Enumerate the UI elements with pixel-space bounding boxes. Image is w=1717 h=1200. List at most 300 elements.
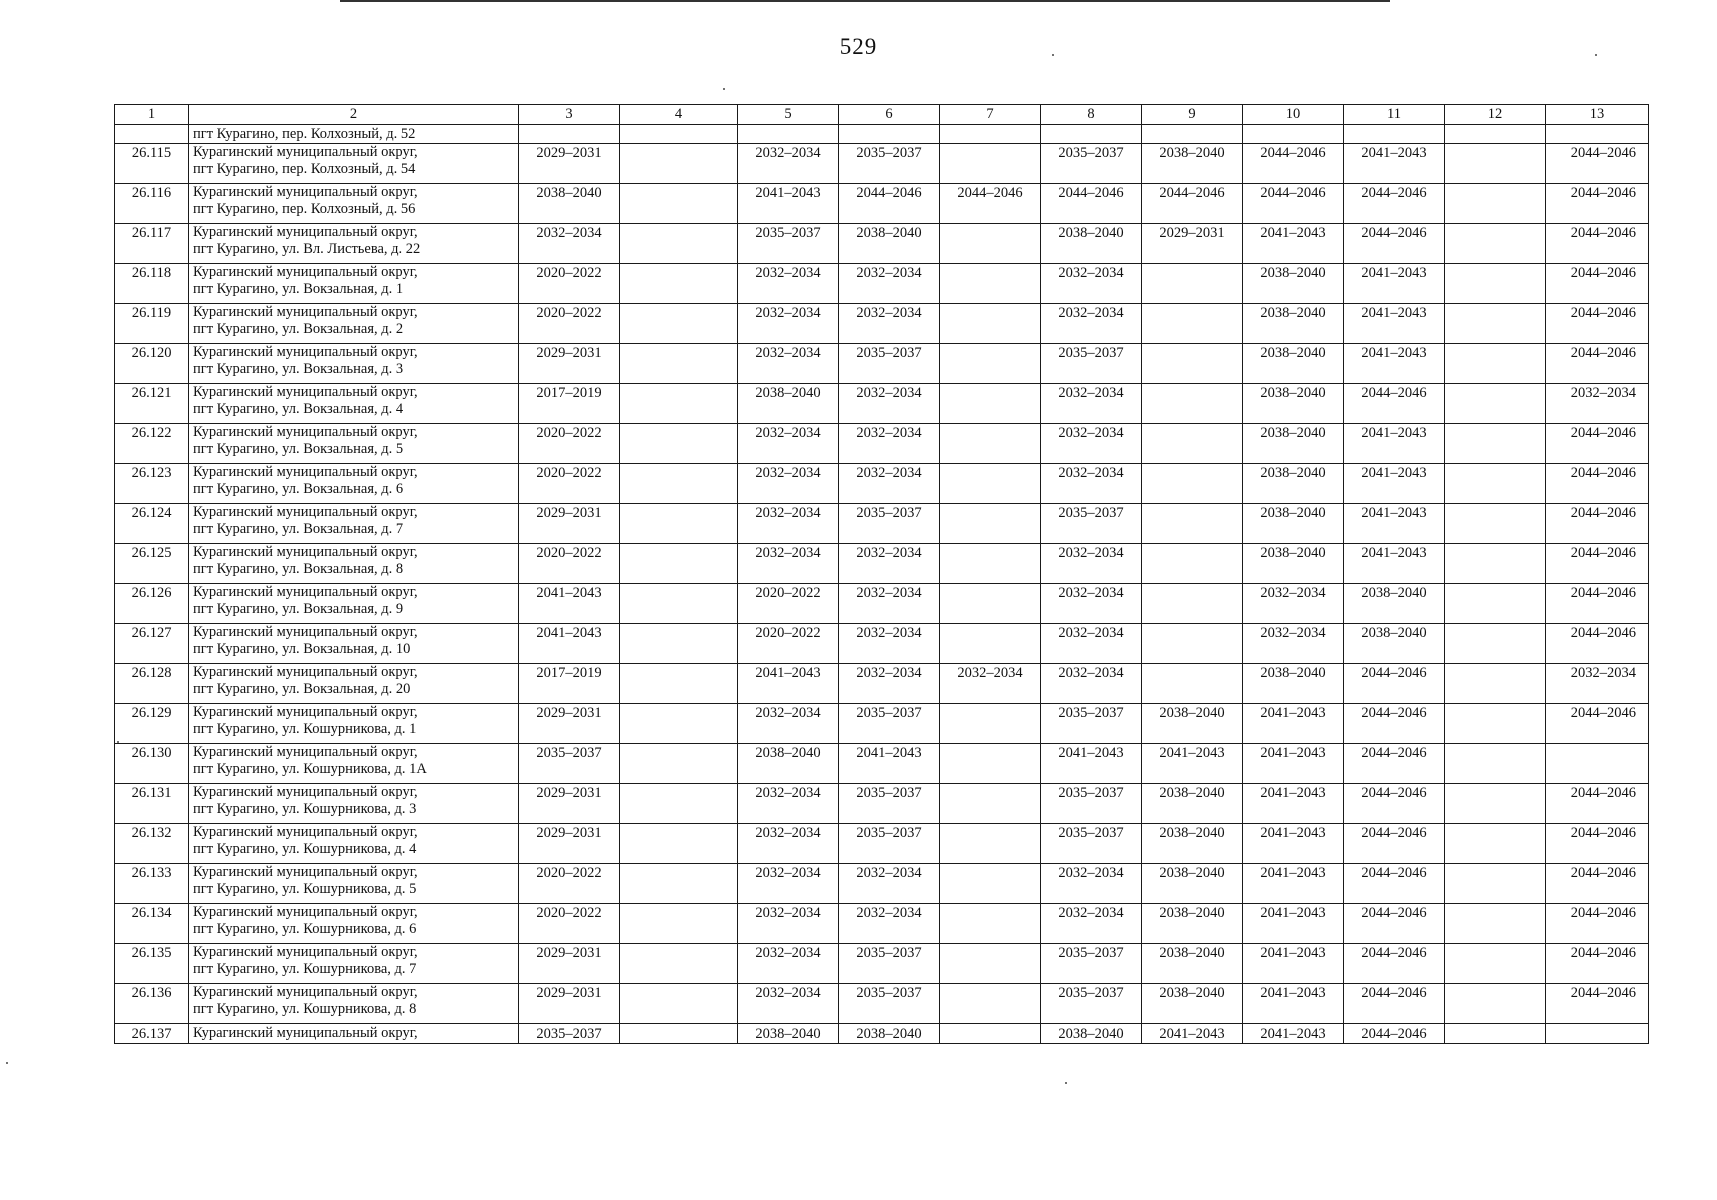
cell-c8: 2035–2037 — [1041, 504, 1142, 544]
cell-address — [189, 824, 519, 864]
cell-c9: 2038–2040 — [1142, 864, 1243, 904]
cell-c6: 2032–2034 — [839, 864, 940, 904]
cell-c4 — [620, 1024, 738, 1044]
table-row — [115, 544, 1649, 584]
cell-c6: 2032–2034 — [839, 544, 940, 584]
cell-c9 — [1142, 544, 1243, 584]
cell-c5: 2032–2034 — [738, 984, 839, 1024]
column-header-11: 11 — [1344, 105, 1445, 125]
top-rule — [340, 0, 1390, 2]
cell-c10: 2041–2043 — [1243, 944, 1344, 984]
cell-id: 26.118 — [115, 264, 189, 304]
cell-id: 26.127 — [115, 624, 189, 664]
cell-c10: 2032–2034 — [1243, 584, 1344, 624]
cell-address — [189, 464, 519, 504]
cell-c13: 2044–2046 — [1546, 984, 1649, 1024]
cell-c6: 2032–2034 — [839, 664, 940, 704]
cell-c9 — [1142, 624, 1243, 664]
scan-speck — [6, 1062, 8, 1064]
cell-c10: 2044–2046 — [1243, 184, 1344, 224]
cell-c5: 2041–2043 — [738, 664, 839, 704]
cell-c11: 2044–2046 — [1344, 384, 1445, 424]
cell-c10: 2038–2040 — [1243, 304, 1344, 344]
cell-c5: 2032–2034 — [738, 824, 839, 864]
cell-c13: 2044–2046 — [1546, 784, 1649, 824]
address-line2: пгт Курагино, пер. Колхозный, д. 56 — [193, 201, 416, 217]
cell-c7 — [940, 704, 1041, 744]
cell-c13: 2044–2046 — [1546, 584, 1649, 624]
column-header-6: 6 — [839, 105, 940, 125]
column-header-10: 10 — [1243, 105, 1344, 125]
cell-c8: 2038–2040 — [1041, 224, 1142, 264]
cell-c4 — [620, 824, 738, 864]
cell-id: 26.128 — [115, 664, 189, 704]
cell-c9 — [1142, 304, 1243, 344]
cell-c7 — [940, 304, 1041, 344]
cell-c11: 2044–2046 — [1344, 904, 1445, 944]
cell-c8: 2032–2034 — [1041, 584, 1142, 624]
cell-address — [189, 744, 519, 784]
cell-c8: 2035–2037 — [1041, 824, 1142, 864]
column-header-7: 7 — [940, 105, 1041, 125]
cell-c13: 2044–2046 — [1546, 704, 1649, 744]
cell-address — [189, 384, 519, 424]
cell-c11: 2041–2043 — [1344, 344, 1445, 384]
address-line1: Курагинский муниципальный округ, — [193, 344, 418, 360]
cell-c12 — [1445, 744, 1546, 784]
cell-c7 — [940, 1024, 1041, 1044]
table-row — [115, 864, 1649, 904]
cell-c5: 2032–2034 — [738, 304, 839, 344]
cell-c4 — [620, 344, 738, 384]
cell-id: 26.117 — [115, 224, 189, 264]
address-line1: Курагинский муниципальный округ, — [193, 824, 418, 840]
cell-c7 — [940, 424, 1041, 464]
cell-c12 — [1445, 704, 1546, 744]
address-line1: Курагинский муниципальный округ, — [193, 664, 418, 680]
cell-c8: 2032–2034 — [1041, 664, 1142, 704]
cell-c10: 2038–2040 — [1243, 344, 1344, 384]
cell-c7 — [940, 824, 1041, 864]
cell-c11: 2044–2046 — [1344, 744, 1445, 784]
column-header-5: 5 — [738, 105, 839, 125]
address-line2: пгт Курагино, ул. Вокзальная, д. 9 — [193, 601, 404, 617]
cell-c9: 2038–2040 — [1142, 944, 1243, 984]
column-header-8: 8 — [1041, 105, 1142, 125]
cell-c9: 2038–2040 — [1142, 784, 1243, 824]
cell-c6: 2035–2037 — [839, 984, 940, 1024]
cell-c9: 2038–2040 — [1142, 904, 1243, 944]
cell-c3: 2020–2022 — [519, 424, 620, 464]
address-line2: пгт Курагино, ул. Вокзальная, д. 20 — [193, 681, 411, 697]
address-line2: пгт Курагино, пер. Колхозный, д. 54 — [193, 161, 416, 177]
cell-c7 — [940, 744, 1041, 784]
cell-c3: 2029–2031 — [519, 784, 620, 824]
cell-c12 — [1445, 264, 1546, 304]
cell-c13: 2044–2046 — [1546, 344, 1649, 384]
cell-c12 — [1445, 384, 1546, 424]
cell-c10: 2038–2040 — [1243, 264, 1344, 304]
cell-c5: 2041–2043 — [738, 184, 839, 224]
cell-c6: 2032–2034 — [839, 904, 940, 944]
cell-c13 — [1546, 1024, 1649, 1044]
cell-c9: 2038–2040 — [1142, 984, 1243, 1024]
cell-address — [189, 544, 519, 584]
cell-c8: 2035–2037 — [1041, 704, 1142, 744]
cell-c10: 2038–2040 — [1243, 504, 1344, 544]
cell-c11: 2044–2046 — [1344, 224, 1445, 264]
cell-address — [189, 944, 519, 984]
cell-c8: 2035–2037 — [1041, 944, 1142, 984]
cell-c8: 2035–2037 — [1041, 344, 1142, 384]
cell-address — [189, 984, 519, 1024]
cell-c7: 2044–2046 — [940, 184, 1041, 224]
cell-c11: 2041–2043 — [1344, 264, 1445, 304]
cell-c11: 2044–2046 — [1344, 184, 1445, 224]
address-line2: пгт Курагино, ул. Вокзальная, д. 8 — [193, 561, 404, 577]
table-row — [115, 424, 1649, 464]
cell-c10: 2041–2043 — [1243, 824, 1344, 864]
cell-c13: 2044–2046 — [1546, 224, 1649, 264]
cell-c4 — [620, 784, 738, 824]
cell-c6: 2035–2037 — [839, 144, 940, 184]
cell-c6: 2035–2037 — [839, 824, 940, 864]
cell-c12 — [1445, 824, 1546, 864]
address-line1: Курагинский муниципальный округ, — [193, 744, 418, 760]
cell-c8: 2032–2034 — [1041, 544, 1142, 584]
cell-c4 — [620, 304, 738, 344]
cell-id: 26.123 — [115, 464, 189, 504]
cell-c13: 2044–2046 — [1546, 944, 1649, 984]
cell-address — [189, 184, 519, 224]
cell-c11: 2044–2046 — [1344, 784, 1445, 824]
cell-c13: 2044–2046 — [1546, 424, 1649, 464]
cell-c10: 2041–2043 — [1243, 1024, 1344, 1044]
cell-c5: 2032–2034 — [738, 944, 839, 984]
scan-speck — [1595, 54, 1597, 56]
cell-c3: 2035–2037 — [519, 744, 620, 784]
cell-id: 26.131 — [115, 784, 189, 824]
cell-c9: 2041–2043 — [1142, 1024, 1243, 1044]
cell-id: 26.132 — [115, 824, 189, 864]
cell-c3: 2041–2043 — [519, 624, 620, 664]
address-line1: Курагинский муниципальный округ, — [193, 304, 418, 320]
address-line1: Курагинский муниципальный округ, — [193, 504, 418, 520]
cell-c11: 2044–2046 — [1344, 1024, 1445, 1044]
cell-id: 26.137 — [115, 1024, 189, 1044]
cell-c13: 2044–2046 — [1546, 544, 1649, 584]
table-row-partial — [115, 1024, 1649, 1044]
cell-address — [189, 424, 519, 464]
table-row — [115, 184, 1649, 224]
cell-id: 26.130 — [115, 744, 189, 784]
cell-c9 — [1142, 584, 1243, 624]
address-line2: пгт Курагино, ул. Вокзальная, д. 6 — [193, 481, 404, 497]
cell-c12 — [1445, 344, 1546, 384]
address-line2: пгт Курагино, ул. Кошурникова, д. 8 — [193, 1001, 417, 1017]
address-line2: пгт Курагино, ул. Кошурникова, д. 4 — [193, 841, 417, 857]
cell-c11: 2038–2040 — [1344, 624, 1445, 664]
cell-c13: 2032–2034 — [1546, 384, 1649, 424]
cell-id: 26.125 — [115, 544, 189, 584]
cell-c6: 2035–2037 — [839, 944, 940, 984]
table-row — [115, 624, 1649, 664]
cell-c9 — [1142, 424, 1243, 464]
table-row — [115, 944, 1649, 984]
address-line2: пгт Курагино, ул. Вокзальная, д. 7 — [193, 521, 404, 537]
cell-c5: 2020–2022 — [738, 584, 839, 624]
cell-c12 — [1445, 184, 1546, 224]
cell-c5: 2038–2040 — [738, 384, 839, 424]
cell-address — [189, 704, 519, 744]
cell-c9: 2044–2046 — [1142, 184, 1243, 224]
cell-c13: 2044–2046 — [1546, 464, 1649, 504]
cell-c8: 2038–2040 — [1041, 1024, 1142, 1044]
cell-c12 — [1445, 304, 1546, 344]
address-line2: пгт Курагино, ул. Вокзальная, д. 10 — [193, 641, 411, 657]
cell-c7 — [940, 864, 1041, 904]
table-row — [115, 464, 1649, 504]
cell-c10: 2038–2040 — [1243, 464, 1344, 504]
cell-c13: 2044–2046 — [1546, 864, 1649, 904]
scan-speck — [723, 88, 725, 90]
cell-c6: 2035–2037 — [839, 784, 940, 824]
cell-c10: 2041–2043 — [1243, 864, 1344, 904]
address-line1: Курагинский муниципальный округ, — [193, 144, 418, 160]
cell-id: 26.135 — [115, 944, 189, 984]
cell-address — [189, 224, 519, 264]
address-line2: пгт Курагино, ул. Кошурникова, д. 1 — [193, 721, 417, 737]
cell-c12 — [1445, 664, 1546, 704]
cell-c11: 2041–2043 — [1344, 304, 1445, 344]
cell-c4 — [620, 904, 738, 944]
cell-c6: 2032–2034 — [839, 424, 940, 464]
table-row — [115, 584, 1649, 624]
schedule-table — [114, 104, 1649, 1044]
cell-c12 — [1445, 1024, 1546, 1044]
header-row — [115, 105, 1649, 125]
column-header-1: 1 — [115, 105, 189, 125]
cell-c8: 2032–2034 — [1041, 424, 1142, 464]
cell-c4 — [620, 984, 738, 1024]
cell-c10: 2038–2040 — [1243, 384, 1344, 424]
cell-c5: 2032–2034 — [738, 424, 839, 464]
table-row — [115, 264, 1649, 304]
cell-id: 26.124 — [115, 504, 189, 544]
cell-c12 — [1445, 584, 1546, 624]
cell-c12 — [1445, 864, 1546, 904]
cell-address — [189, 904, 519, 944]
cell-id: 26.119 — [115, 304, 189, 344]
table-row — [115, 784, 1649, 824]
cell-c5: 2032–2034 — [738, 704, 839, 744]
cell-c6: 2035–2037 — [839, 344, 940, 384]
cell-c3: 2029–2031 — [519, 984, 620, 1024]
address-line1: Курагинский муниципальный округ, — [193, 264, 418, 280]
cell-c12 — [1445, 944, 1546, 984]
cell-c10: 2041–2043 — [1243, 704, 1344, 744]
cell-c12 — [1445, 984, 1546, 1024]
column-header-12: 12 — [1445, 105, 1546, 125]
cell-c6: 2032–2034 — [839, 624, 940, 664]
cell-id: 26.122 — [115, 424, 189, 464]
cell-c8: 2044–2046 — [1041, 184, 1142, 224]
cell-c7 — [940, 344, 1041, 384]
cell-address — [189, 344, 519, 384]
cell-c10: 2041–2043 — [1243, 224, 1344, 264]
cell-c9: 2041–2043 — [1142, 744, 1243, 784]
cell-c6: 2044–2046 — [839, 184, 940, 224]
address-line1: Курагинский муниципальный округ, — [193, 464, 418, 480]
cell-c4 — [620, 744, 738, 784]
address-line1: Курагинский муниципальный округ, — [193, 864, 418, 880]
cell-c3: 2029–2031 — [519, 344, 620, 384]
cell-c5: 2032–2034 — [738, 864, 839, 904]
table-row — [115, 904, 1649, 944]
address-line2: пгт Курагино, ул. Вокзальная, д. 3 — [193, 361, 404, 377]
cell-c3: 2020–2022 — [519, 464, 620, 504]
column-header-3: 3 — [519, 105, 620, 125]
cell-c11: 2038–2040 — [1344, 584, 1445, 624]
cell-c13: 2044–2046 — [1546, 264, 1649, 304]
cell-c4 — [620, 224, 738, 264]
cell-c6: 2038–2040 — [839, 1024, 940, 1044]
cell-address — [189, 504, 519, 544]
address-line2: пгт Курагино, ул. Вокзальная, д. 1 — [193, 281, 404, 297]
cell-c7 — [940, 144, 1041, 184]
cell-c3: 2017–2019 — [519, 664, 620, 704]
cell-c7 — [940, 544, 1041, 584]
cell-c3: 2029–2031 — [519, 504, 620, 544]
cell-c11: 2044–2046 — [1344, 944, 1445, 984]
cell-c12 — [1445, 464, 1546, 504]
address-line1: Курагинский муниципальный округ, — [193, 784, 418, 800]
cell-id: 26.116 — [115, 184, 189, 224]
cell-c3: 2032–2034 — [519, 224, 620, 264]
cell-address — [189, 584, 519, 624]
cell-c7 — [940, 784, 1041, 824]
cell-c3: 2041–2043 — [519, 584, 620, 624]
cell-c13: 2044–2046 — [1546, 184, 1649, 224]
column-header-13: 13 — [1546, 105, 1649, 125]
cell-c4 — [620, 464, 738, 504]
cell-address: пгт Курагино, пер. Колхозный, д. 52 — [189, 125, 519, 144]
cell-address — [189, 864, 519, 904]
address-line1: Курагинский муниципальный округ, — [193, 584, 418, 600]
cell-c4 — [620, 584, 738, 624]
cell-c10: 2041–2043 — [1243, 904, 1344, 944]
cell-c12 — [1445, 624, 1546, 664]
cell-c6: 2038–2040 — [839, 224, 940, 264]
cell-c6: 2032–2034 — [839, 384, 940, 424]
cell-c6: 2035–2037 — [839, 704, 940, 744]
cell-c3: 2029–2031 — [519, 704, 620, 744]
address-line2: пгт Курагино, ул. Вокзальная, д. 4 — [193, 401, 404, 417]
cell-c4 — [620, 384, 738, 424]
cell-c3: 2038–2040 — [519, 184, 620, 224]
cell-c3: 2020–2022 — [519, 544, 620, 584]
table-row — [115, 304, 1649, 344]
address-line2: пгт Курагино, ул. Вокзальная, д. 2 — [193, 321, 404, 337]
cell-id: 26.120 — [115, 344, 189, 384]
cell-id — [115, 125, 189, 144]
table-row — [115, 984, 1649, 1024]
cell-c7 — [940, 624, 1041, 664]
cell-c11: 2041–2043 — [1344, 424, 1445, 464]
table-row — [115, 664, 1649, 704]
cell-c6: 2032–2034 — [839, 464, 940, 504]
cell-c5: 2032–2034 — [738, 544, 839, 584]
cell-c12 — [1445, 224, 1546, 264]
cell-c10: 2044–2046 — [1243, 144, 1344, 184]
table-row — [115, 744, 1649, 784]
scan-speck — [1065, 1082, 1067, 1084]
cell-c7 — [940, 904, 1041, 944]
cell-c13: 2044–2046 — [1546, 504, 1649, 544]
cell-c8: 2035–2037 — [1041, 784, 1142, 824]
address-line2: пгт Курагино, ул. Кошурникова, д. 3 — [193, 801, 417, 817]
cell-c4 — [620, 504, 738, 544]
cell-c8: 2032–2034 — [1041, 384, 1142, 424]
cell-id: 26.133 — [115, 864, 189, 904]
address-line1: Курагинский муниципальный округ, — [193, 944, 418, 960]
cell-c3: 2029–2031 — [519, 824, 620, 864]
cell-c10: 2041–2043 — [1243, 784, 1344, 824]
cell-c10: 2032–2034 — [1243, 624, 1344, 664]
cell-address — [189, 304, 519, 344]
cell-c5: 2032–2034 — [738, 904, 839, 944]
cell-c12 — [1445, 904, 1546, 944]
cell-c7 — [940, 464, 1041, 504]
cell-c12 — [1445, 784, 1546, 824]
cell-c4 — [620, 184, 738, 224]
cell-c11: 2041–2043 — [1344, 544, 1445, 584]
cell-c3: 2035–2037 — [519, 1024, 620, 1044]
cell-c8: 2035–2037 — [1041, 144, 1142, 184]
cell-c7 — [940, 504, 1041, 544]
table-row — [115, 504, 1649, 544]
cell-c3: 2017–2019 — [519, 384, 620, 424]
cell-c6: 2035–2037 — [839, 504, 940, 544]
cell-c3: 2020–2022 — [519, 904, 620, 944]
page-number: 529 — [839, 34, 878, 59]
cell-c10: 2041–2043 — [1243, 744, 1344, 784]
cell-c8: 2035–2037 — [1041, 984, 1142, 1024]
cell-c3: 2020–2022 — [519, 304, 620, 344]
cell-c9 — [1142, 504, 1243, 544]
cell-c9 — [1142, 344, 1243, 384]
cell-c10: 2038–2040 — [1243, 544, 1344, 584]
cell-c12 — [1445, 424, 1546, 464]
address-line1: Курагинский муниципальный округ, — [193, 544, 418, 560]
cell-id: 26.136 — [115, 984, 189, 1024]
cell-c5: 2020–2022 — [738, 624, 839, 664]
cell-c4 — [620, 704, 738, 744]
cell-c7 — [940, 264, 1041, 304]
cell-id: 26.134 — [115, 904, 189, 944]
address-line1: Курагинский муниципальный округ, — [193, 424, 418, 440]
cell-c5: 2032–2034 — [738, 504, 839, 544]
cell-c8: 2032–2034 — [1041, 304, 1142, 344]
cell-c5: 2032–2034 — [738, 264, 839, 304]
address-line2: пгт Курагино, ул. Кошурникова, д. 7 — [193, 961, 417, 977]
table-row — [115, 384, 1649, 424]
cell-c8: 2032–2034 — [1041, 264, 1142, 304]
cell-address — [189, 784, 519, 824]
address-line1: Курагинский муниципальный округ, — [193, 184, 418, 200]
cell-c11: 2044–2046 — [1344, 664, 1445, 704]
table-row — [115, 344, 1649, 384]
